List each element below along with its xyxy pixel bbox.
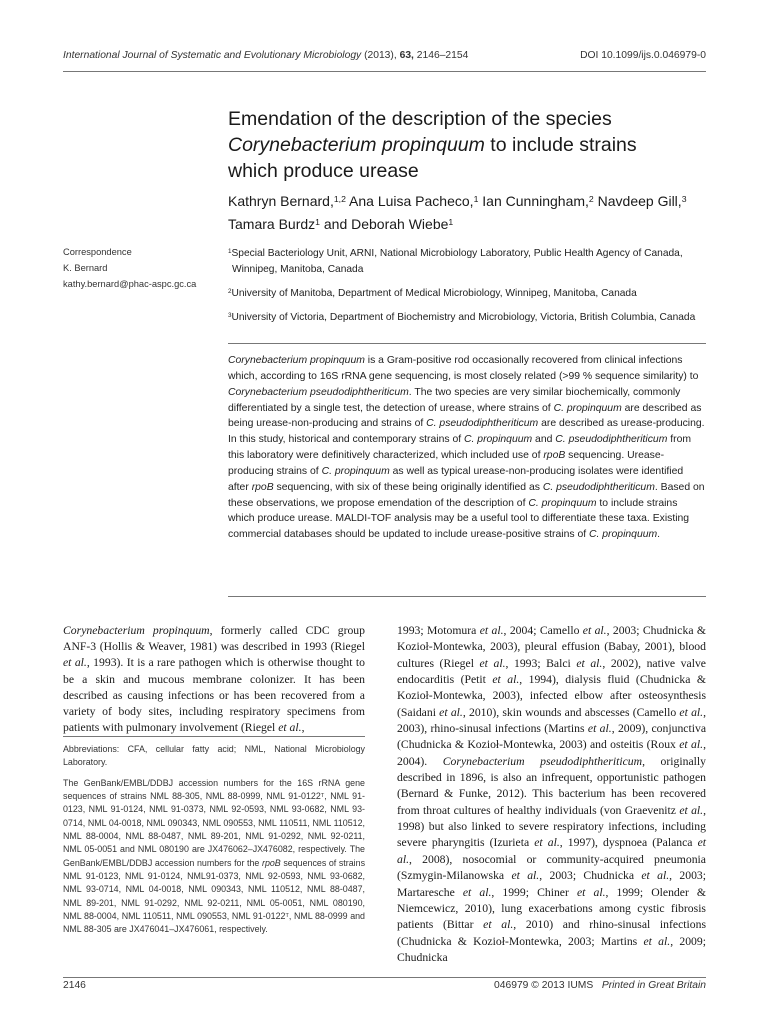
author-affiliation-sup: 2 (588, 194, 594, 205)
affiliation (228, 246, 703, 278)
affiliation-number: 1 (228, 248, 232, 256)
journal-year: (2013), (364, 50, 397, 61)
author-affiliation-sup: 1 (315, 217, 320, 228)
journal-pages: 2146–2154 (416, 50, 469, 61)
copyright: 046979 © 2013 IUMS (494, 980, 594, 991)
author-name: Kathryn Bernard, (228, 193, 334, 209)
affiliation (228, 286, 703, 302)
authors-line-1 (228, 190, 708, 213)
header-divider (63, 71, 706, 72)
affiliation-text: Special Bacteriology Unit, ARNI, National Microbiology Laboratory, Public Health Agency of Canada, Winnipeg, Manitoba, Canada (231, 248, 683, 275)
author-name: Ana Luisa Pacheco, (345, 193, 474, 209)
affiliation-text: University of Manitoba, Department of Medical Microbiology, Winnipeg, Manitoba, Canada (231, 288, 637, 299)
journal-name: International Journal of Systematic and Evolutionary Microbiology (63, 50, 362, 61)
printed-in: Printed in Great Britain (601, 980, 706, 991)
title-line-3: which produce urease (228, 160, 419, 182)
article-title (228, 106, 708, 184)
authors-line-2 (228, 213, 708, 236)
footnotes (63, 743, 365, 944)
footer-imprint (494, 980, 706, 991)
correspondence-name: K. Bernard (63, 263, 108, 273)
doi: DOI 10.1099/ijs.0.046979-0 (580, 50, 706, 61)
author-affiliation-sup: 3 (681, 194, 687, 205)
body-text-right-column: 1993; Motomura et al., 2004; Camello et al., 2003; Chudnicka & Kozioł-Montewka, 2003), pleural effusion (Babay, 2001), blood cultures (Riegel et al., 1993; Balci et al., 2002), native valve endocarditis (Petit et al., 1994), dialysis fluid (Chudnicka & Kozioł-Montewka, 2003), infected elbow after osteosynthesis (Saidani et al., 2010), skin wounds and abscesses (Camello et al., 2003), rhino-sinusal infections (Martins et al., 2009), conjunctiva (Chudnicka & Kozioł-Montewka, 2003) and osteitis (Roux et al., 2004). Corynebacterium pseudodiphtheriticum, originally described in 1896, is also an infrequent, opportunistic pathogen (Bernard & Funke, 2012). This bacterium has been recovered from throat cultures of healthy individuals (von Graevenitz et al., 1998) but also linked to severe respiratory infections, including severe pharyngitis (Izurieta et al., 1997), dyspnoea (Palanca et al., 2008), nosocomial or community-acquired pneumonia (Szmygin-Milanowska et al., 2003; Chudnicka et al., 2003; Martaresche et al., 1999; Chiner et al., 1999; Olender & Niemcewicz, 2010), lung exacerbations among cystic fibrosis patients (Bittar et al., 2010) and rhino-sinusal infections (Chudnicka & Kozioł-Montewka, 2003; Martins et al., 2009; Chudnicka (397, 624, 707, 964)
author-affiliation-sup: 1,2 (333, 194, 346, 205)
affiliation-text: University of Victoria, Department of Biochemistry and Microbiology, Victoria, British Columbia, Canada (231, 312, 696, 323)
abstract-bottom-divider (228, 596, 706, 597)
author-name: and Deborah Wiebe (319, 216, 449, 232)
title-species: Corynebacterium propinquum (228, 134, 485, 156)
abbreviations-note: Abbreviations: CFA, cellular fatty acid; NML, National Microbiology Laboratory. (63, 744, 365, 768)
correspondence-email[interactable]: kathy.bernard@phac-aspc.gc.ca (63, 279, 197, 289)
author-affiliation-sup: 1 (473, 194, 479, 205)
abstract: Corynebacterium propinquum is a Gram-positive rod occasionally recovered from clinical infections which, according to 16S rRNA gene sequencing, is most closely related (>99 % sequence similarity) to Corynebacterium pseudodiphtheriticum. The two species are very similar biochemically, commonly differentiated by a single test, the detection of urease, where strains of C. propinquum are described as being urease-non-producing and strains of C. pseudodiphtheriticum are described as urease-producing. In this study, historical and contemporary strains of C. propinquum and C. pseudodiphtheriticum from this laboratory were definitively characterized, which included use of rpoB sequencing. Urease-producing strains of C. propinquum as well as typical urease-non-producing isolates were identified after rpoB sequencing, with six of these being originally identified as C. pseudodiphtheriticum. Based on these observations, we propose emendation of the description of C. propinquum to include strains which produce urease. MALDI-TOF analysis may be a useful tool to differentiate these taxa. Existing commercial databases should be updated to include urease-positive strains of C. propinquum. (228, 355, 705, 541)
author-list (228, 190, 708, 236)
page-number: 2146 (63, 980, 86, 991)
correspondence (63, 244, 223, 292)
footer-divider (63, 977, 706, 978)
affiliation-number: 2 (228, 288, 232, 296)
journal-citation (63, 50, 468, 61)
author-name: Tamara Burdz (228, 216, 316, 232)
correspondence-label: Correspondence (63, 247, 132, 257)
author-name: Ian Cunningham, (478, 193, 589, 209)
accession-numbers-note: The GenBank/EMBL/DDBJ accession numbers for the 16S rRNA gene sequences of strains NML 88-305, NML 88-0999, NML $91-0122^T$, NML 91-0123, NML 91-0124, NML 91-0373, NML 92-0593, NML 93-0682, NML 93-0714, NML 04-0018, NML 090343, NML 090553, NML 110511, NML 110512, NML 88-0004, NML 88-0487, NML 89-201, NML 91-0292, NML 92-0211, NML 05-0051 and NML 080190 are JX476062–JX476082, respectively. The GenBank/EMBL/DDBJ accession numbers for the rpoB sequences of strains NML 91-0123, NML 91-0124, NML91-0373, NML 92-0593, NML 93-0682, NML 93-0714, NML 04-0018, NML 090343, NML 110512, NML 88-0487, NML 89-201, NML 91-0292, NML 92-0211, NML 05-0051, NML 080190, NML 88-0004, NML 110511, NML 090553, NML $91-0122^T$, NML 88-0999 and NML 88-305 are JX476041–JX476061, respectively. (63, 777, 366, 935)
author-affiliation-sup: 1 (448, 217, 454, 228)
abstract-top-divider (228, 343, 706, 344)
affiliation-number: 3 (228, 312, 232, 320)
journal-volume: 63, (399, 50, 414, 61)
title-line-1: Emendation of the description of the species (228, 108, 612, 130)
affiliation (228, 310, 703, 326)
title-line-2: Corynebacterium propinquum to include strains (228, 134, 637, 156)
author-name: Navdeep Gill, (593, 193, 682, 209)
body-text-left-column: Corynebacterium propinquum, formerly called CDC group ANF-3 (Hollis & Weaver, 1981) was described in 1993 (Riegel et al., 1993). It is a rare pathogen which is otherwise thought to be a skin and mucous membrane colonizer. It has been described as causing infections or has been recovered from a variety of body sites, including respiratory specimens from patients with pulmonary involvement (Riegel et al., (63, 624, 365, 735)
affiliations (228, 246, 703, 334)
footnote-divider (63, 736, 365, 737)
